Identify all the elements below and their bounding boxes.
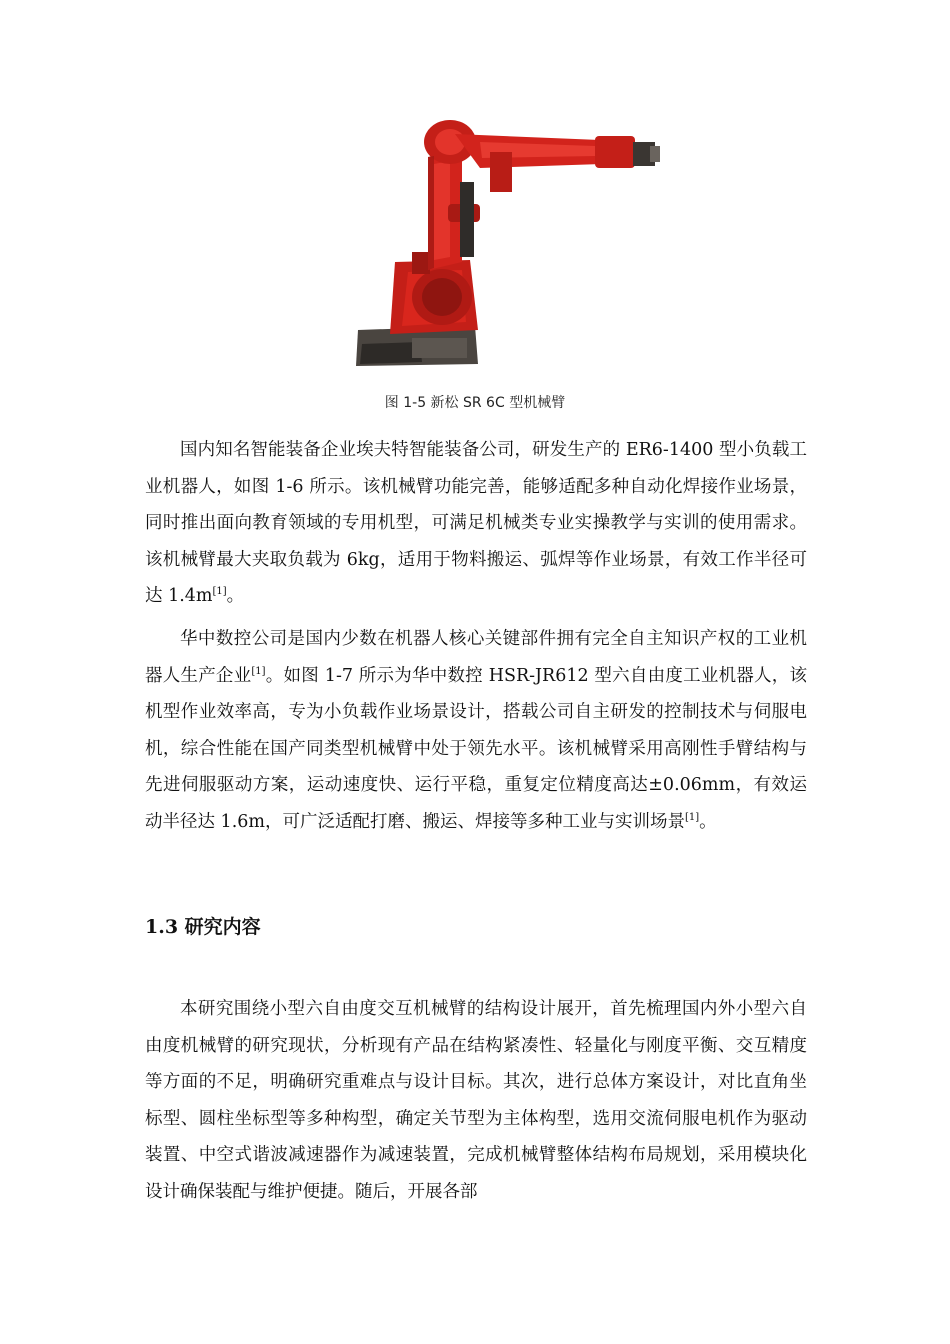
paragraph-tail: 。 xyxy=(226,586,245,606)
paragraph-text: 本研究围绕小型六自由度交互机械臂的结构设计展开，首先梳理国内外小型六自由度机械臂的研究现状，分析现有产品在结构紧凑性、轻量化与刚度平衡、交互精度等方面的不足，明确研究重难点与设计目标。其次，进行总体方案设计，对比直角坐标型、圆柱坐标型等多种构型，确定关节型为主体构型，选用交流伺服电机作为驱动装置、中空式谐波减速器作为减速装置，完成机械臂整体结构布局规划，采用模块化设计确保装配与维护便捷。随后，开展各部 xyxy=(145,999,807,1202)
citation-ref: [1] xyxy=(251,665,266,677)
robot-arm-image xyxy=(350,112,665,374)
paragraph-tail: 。 xyxy=(699,811,717,832)
body-paragraph xyxy=(145,621,807,840)
paragraph-text: 国内知名智能装备企业埃夫特智能装备公司，研发生产的 ER6-1400 型小负载工业机器人，如图 1-6 所示。该机械臂功能完善，能够适配多种自动化焊接作业场景，同时推出面向教育领域的专用机型，可满足机械类专业实操教学与实训的使用需求。该机械臂最大夹取负载为 6kg，适用于物料搬运、弧焊等作业场景，有效工作半径可达 1.4m xyxy=(145,440,807,606)
robot-arm-figure xyxy=(350,112,665,374)
section-heading: 1.3 研究内容 xyxy=(145,916,261,938)
body-paragraph xyxy=(145,991,807,1210)
citation-ref: [1] xyxy=(685,811,700,823)
figure-caption: 图 1-5 新松 SR 6C 型机械臂 xyxy=(384,395,566,411)
citation-ref: [1] xyxy=(212,586,227,598)
paragraph-text: 。如图 1-7 所示为华中数控 HSR-JR612 型六自由度工业机器人，该机型作业效率高，专为小负载作业场景设计，搭载公司自主研发的控制技术与伺服电机，综合性能在国产同类型机械臂中处于领先水平。该机械臂采用高刚性手臂结构与先进伺服驱动方案，运动速度快、运行平稳，重复定位精度高达±0.06mm，有效运动半径达 1.6m，可广泛适配打磨、搬运、焊接等多种工业与实训场景 xyxy=(145,665,807,832)
body-paragraph xyxy=(145,432,807,615)
paragraph-text: 华中数控公司是国内少数在机器人核心关键部件拥有完全自主知识产权的工业机器人生产企业 xyxy=(145,629,807,686)
